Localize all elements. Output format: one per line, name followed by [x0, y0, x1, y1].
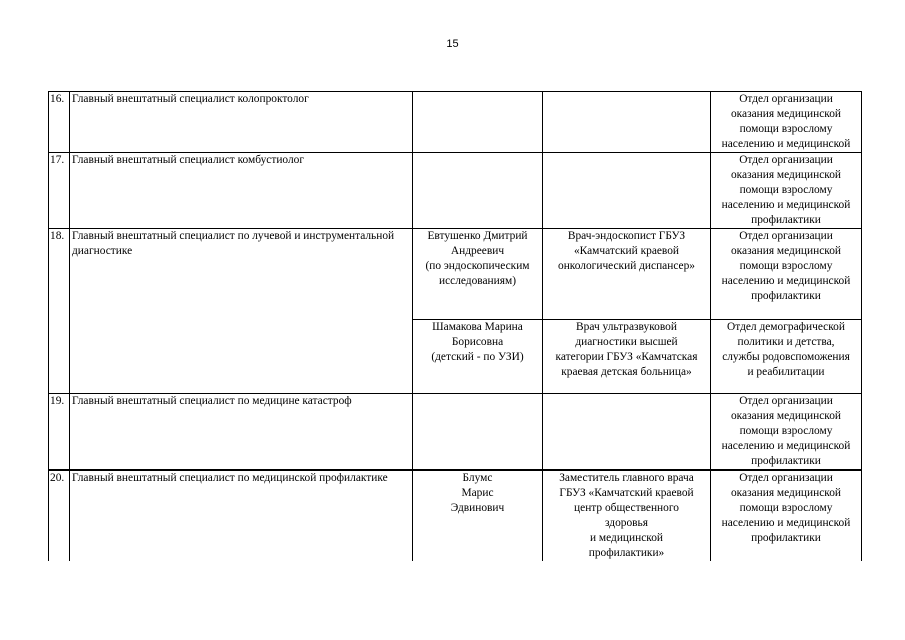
- cell-line: ГБУЗ «Камчатский краевой: [559, 487, 694, 499]
- table-body: [49, 92, 862, 562]
- cell-line: профилактики: [751, 290, 821, 302]
- cell-line: профилактики: [751, 455, 821, 467]
- cell-line: помощи взрослому: [739, 502, 833, 514]
- cell-line: помощи взрослому: [739, 260, 833, 272]
- cell-line: оказания медицинской: [730, 108, 842, 120]
- row-number: 18.: [49, 229, 70, 394]
- cell-line: исследованиям): [438, 275, 516, 287]
- specialist-title: Главный внештатный специалист по медицинской профилактике: [70, 470, 413, 561]
- specialist-name: [413, 470, 543, 561]
- row-number: 20.: [49, 470, 70, 561]
- cell-line: оказания медицинской: [730, 487, 842, 499]
- cell-line: оказания медицинской: [730, 410, 842, 422]
- table-row: [49, 229, 862, 320]
- cell-line: оказания медицинской: [730, 169, 842, 181]
- cell-line: службы родовспоможения: [722, 351, 850, 363]
- specialist-position: [543, 470, 711, 561]
- specialist-name: [413, 320, 543, 394]
- cell-line: Блумс: [462, 472, 493, 484]
- cell-line: населению и медицинской: [721, 138, 851, 150]
- table-row: [49, 394, 862, 471]
- cell-line: Шамакова Марина: [432, 321, 523, 333]
- cell-line: оказания медицинской: [730, 245, 842, 257]
- cell-line: Отдел организации: [739, 93, 833, 105]
- cell-line: и реабилитации: [747, 366, 825, 378]
- cell-line: онкологический диспансер»: [558, 260, 695, 272]
- cell-line: политики и детства,: [737, 336, 835, 348]
- cell-line: Отдел организации: [739, 472, 833, 484]
- table-row: [49, 92, 862, 153]
- cell-line: населению и медицинской: [721, 517, 851, 529]
- specialist-position: [543, 229, 711, 320]
- cell-line: Отдел организации: [739, 154, 833, 166]
- cell-line: Отдел демографической: [727, 321, 845, 333]
- cell-line: помощи взрослому: [739, 425, 833, 437]
- specialists-table: [48, 91, 862, 561]
- specialist-title: Главный внештатный специалист по лучевой и инструментальной диагностике: [70, 229, 413, 394]
- specialist-name: [413, 92, 543, 153]
- cell-line: Борисовна: [451, 336, 504, 348]
- cell-line: краевая детская больница»: [561, 366, 692, 378]
- cell-line: Андреевич: [450, 245, 505, 257]
- specialist-name: [413, 153, 543, 229]
- cell-line: и медицинской: [589, 532, 664, 544]
- row-number: 17.: [49, 153, 70, 229]
- department: [711, 320, 862, 394]
- specialist-title: Главный внештатный специалист комбустиолог: [70, 153, 413, 229]
- department: [711, 92, 862, 153]
- specialist-position: [543, 320, 711, 394]
- department: [711, 394, 862, 471]
- department: [711, 470, 862, 561]
- cell-line: Врач-эндоскопист ГБУЗ: [567, 230, 686, 242]
- department: [711, 153, 862, 229]
- cell-line: профилактики: [751, 532, 821, 544]
- cell-line: (по эндоскопическим: [425, 260, 530, 272]
- table-row: [49, 153, 862, 229]
- specialist-position: [543, 394, 711, 471]
- specialist-title: Главный внештатный специалист колопроктолог: [70, 92, 413, 153]
- cell-line: здоровья: [605, 517, 648, 529]
- cell-line: населению и медицинской: [721, 275, 851, 287]
- cell-line: Отдел организации: [739, 395, 833, 407]
- cell-line: Марис: [461, 487, 494, 499]
- specialist-position: [543, 153, 711, 229]
- specialist-name: [413, 229, 543, 320]
- specialist-position: [543, 92, 711, 153]
- cell-line: населению и медицинской: [721, 199, 851, 211]
- specialist-name: [413, 394, 543, 471]
- department: [711, 229, 862, 320]
- cell-line: Евтушенко Дмитрий: [427, 230, 528, 242]
- row-number: 16.: [49, 92, 70, 153]
- cell-line: диагностики высшей: [575, 336, 678, 348]
- cell-line: категории ГБУЗ «Камчатская: [555, 351, 698, 363]
- cell-line: помощи взрослому: [739, 123, 833, 135]
- cell-line: Эдвинович: [450, 502, 505, 514]
- cell-line: населению и медицинской: [721, 440, 851, 452]
- table-row: [49, 470, 862, 561]
- cell-line: Врач ультразвуковой: [576, 321, 677, 333]
- specialist-title: Главный внештатный специалист по медицине катастроф: [70, 394, 413, 471]
- page-number: 15: [446, 38, 459, 50]
- cell-line: Отдел организации: [739, 230, 833, 242]
- cell-line: Заместитель главного врача: [559, 472, 694, 484]
- cell-line: «Камчатский краевой: [573, 245, 680, 257]
- cell-line: центр общественного: [574, 502, 679, 514]
- cell-line: профилактики: [751, 214, 821, 226]
- row-number: 19.: [49, 394, 70, 471]
- cell-line: (детский - по УЗИ): [431, 351, 524, 363]
- cell-line: помощи взрослому: [739, 184, 833, 196]
- cell-line: профилактики»: [588, 547, 665, 559]
